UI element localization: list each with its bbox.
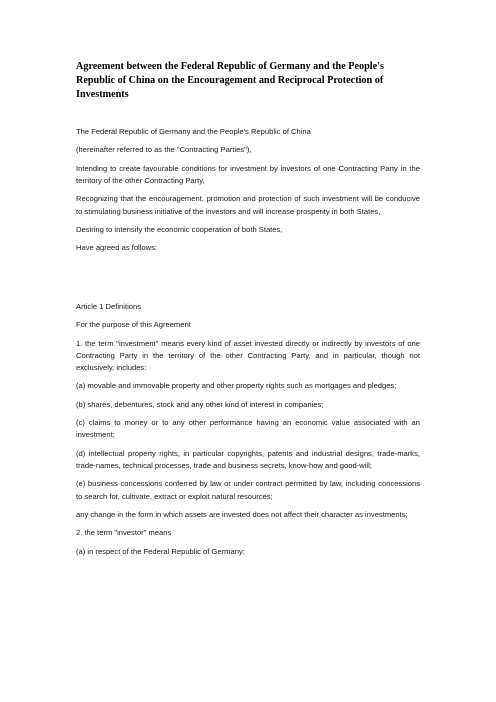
article-heading: Article 1 Definitions bbox=[76, 301, 141, 311]
preamble-section bbox=[76, 126, 420, 255]
article-paragraph: (c) claims to money or to any other performance having an economic value associated with an investment; bbox=[76, 418, 420, 440]
article-paragraph: (a) movable and immovable property and other property rights such as mortgages and pledges; bbox=[76, 381, 397, 391]
preamble-paragraph: Intending to create favourable conditions for investment by investors of one Contracting Party in the territory of the other Contracting Party, bbox=[76, 163, 420, 185]
article-paragraph: For the purpose of this Agreement bbox=[76, 320, 191, 330]
article-paragraph: any change in the form in which assets are invested does not affect their character as investments; bbox=[76, 509, 408, 519]
article-paragraph: 2. the term "investor" means bbox=[76, 528, 172, 538]
article-paragraph: (b) shares, debentures, stock and any other kind of interest in companies; bbox=[76, 399, 324, 409]
preamble-paragraph: (hereinafter referred to as the "Contracting Parties"), bbox=[76, 145, 252, 155]
article-paragraph: (d) intellectual property rights, in particular copyrights, patents and industrial designs, trade-marks, trade-names, technical processes, trade and business secrets, know-how and good-will; bbox=[76, 448, 420, 470]
article-paragraph: (e) business concessions conferred by law or under contract permitted by law, including concessions to search for, cultivate, extract or exploit natural resources; bbox=[76, 479, 420, 501]
preamble-paragraph: Desiring to intensify the economic cooperation of both States, bbox=[76, 224, 283, 234]
article-paragraph: 1. the term "investment" means every kind of asset invested directly or indirectly by investors of one Contracting Party in the territory of the other Contracting Party, and in particular, though not exclusively, includes: bbox=[76, 338, 420, 372]
document-title: Agreement between the Federal Republic of Germany and the People's Republic of China on the Encouragement and Reciprocal Protection of Investments bbox=[76, 61, 384, 100]
document-body bbox=[76, 60, 420, 564]
article-paragraph: (a) in respect of the Federal Republic of Germany: bbox=[76, 546, 245, 556]
preamble-paragraph: The Federal Republic of Germany and the People's Republic of China bbox=[76, 127, 311, 136]
article-1-section bbox=[76, 301, 420, 558]
preamble-paragraph: Have agreed as follows: bbox=[76, 243, 158, 253]
preamble-paragraph: Recognizing that the encouragement, promotion and protection of such investment will be conducive to stimulating business initiative of the investors and will increase prosperity in both States, bbox=[76, 194, 420, 216]
section-spacer bbox=[76, 261, 420, 301]
